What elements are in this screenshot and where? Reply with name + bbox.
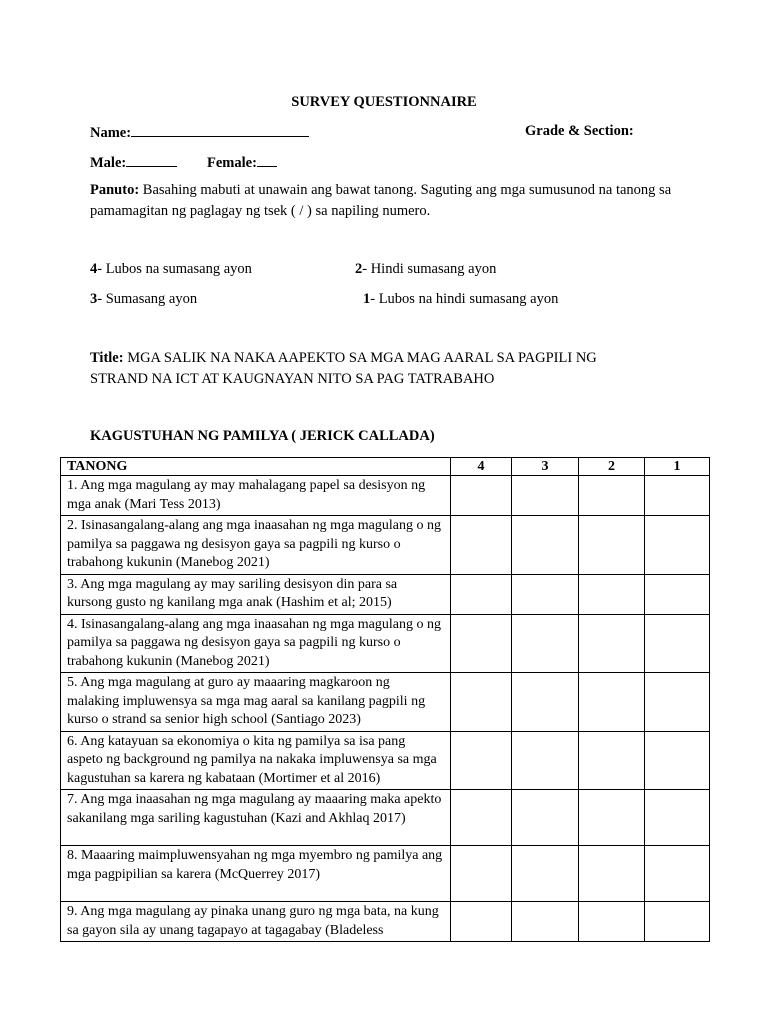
header-tanong: TANONG bbox=[61, 458, 451, 476]
grade-section-label: Grade & Section: bbox=[525, 123, 634, 139]
answer-cell-2[interactable] bbox=[579, 516, 645, 575]
answer-cell-1[interactable] bbox=[645, 574, 710, 614]
header-4: 4 bbox=[451, 458, 512, 476]
scale-text: - Lubos na hindi sumasang ayon bbox=[370, 291, 559, 307]
answer-cell-1[interactable] bbox=[645, 731, 710, 790]
header-3: 3 bbox=[512, 458, 579, 476]
study-title-text: MGA SALIK NA NAKA AAPEKTO SA MGA MAG AARAL SA PAGPILI NG STRAND NA ICT AT KAUGNAYAN NITO SA PAG TATRABAHO bbox=[90, 350, 597, 387]
scale-text: - Lubos na sumasang ayon bbox=[97, 261, 252, 277]
table-header-row bbox=[61, 458, 710, 476]
scale-item-3 bbox=[90, 291, 197, 308]
question-text: 8. Maaaring maimpluwensyahan ng mga myembro ng pamilya ang mga pagpipilian sa karera (McQuerrey 2017) bbox=[61, 846, 451, 902]
answer-cell-3[interactable] bbox=[512, 673, 579, 732]
table-row bbox=[61, 731, 710, 790]
question-text: 2. Isinasangalang-alang ang mga inaasahan ng mga magulang o ng pamilya sa paggawa ng desisyon gaya sa pagpili ng kurso o trabahong kukunin (Manebog 2021) bbox=[61, 516, 451, 575]
answer-cell-4[interactable] bbox=[451, 731, 512, 790]
header-2: 2 bbox=[579, 458, 645, 476]
answer-cell-4[interactable] bbox=[451, 516, 512, 575]
page-title: SURVEY QUESTIONNAIRE bbox=[291, 94, 477, 110]
answer-cell-3[interactable] bbox=[512, 516, 579, 575]
question-text: 1. Ang mga magulang ay may mahalagang papel sa desisyon ng mga anak (Mari Tess 2013) bbox=[61, 476, 451, 516]
question-text: 5. Ang mga magulang at guro ay maaaring magkaroon ng malaking impluwensya sa mga mag aaral sa kanilang pagpili ng kurso o strand sa senior high school (Santiago 2023) bbox=[61, 673, 451, 732]
table-row bbox=[61, 902, 710, 942]
answer-cell-1[interactable] bbox=[645, 902, 710, 942]
scale-item-2 bbox=[355, 261, 496, 278]
answer-cell-2[interactable] bbox=[579, 846, 645, 902]
answer-cell-2[interactable] bbox=[579, 790, 645, 846]
answer-cell-4[interactable] bbox=[451, 846, 512, 902]
instructions bbox=[90, 180, 710, 222]
name-field bbox=[90, 123, 309, 142]
answer-cell-1[interactable] bbox=[645, 790, 710, 846]
header-1: 1 bbox=[645, 458, 710, 476]
answer-cell-1[interactable] bbox=[645, 673, 710, 732]
table-row bbox=[61, 516, 710, 575]
answer-cell-2[interactable] bbox=[579, 902, 645, 942]
answer-cell-3[interactable] bbox=[512, 790, 579, 846]
scale-number: 3 bbox=[90, 291, 98, 307]
answer-cell-4[interactable] bbox=[451, 614, 512, 673]
study-title bbox=[90, 348, 650, 390]
scale-number: 4 bbox=[90, 261, 98, 277]
male-blank bbox=[126, 153, 177, 167]
name-blank bbox=[131, 123, 309, 137]
answer-cell-1[interactable] bbox=[645, 614, 710, 673]
instructions-label: Panuto: bbox=[90, 182, 140, 198]
question-text: 7. Ang mga inaasahan ng mga magulang ay maaaring maka apekto sakanilang mga sariling kagustuhan (Kazi and Akhlaq 2017) bbox=[61, 790, 451, 846]
answer-cell-2[interactable] bbox=[579, 673, 645, 732]
scale-item-4 bbox=[90, 261, 252, 278]
table-row bbox=[61, 790, 710, 846]
answer-cell-3[interactable] bbox=[512, 846, 579, 902]
answer-cell-3[interactable] bbox=[512, 476, 579, 516]
scale-item-1 bbox=[363, 291, 558, 308]
answer-cell-3[interactable] bbox=[512, 902, 579, 942]
answer-cell-1[interactable] bbox=[645, 846, 710, 902]
answer-cell-2[interactable] bbox=[579, 614, 645, 673]
answer-cell-4[interactable] bbox=[451, 902, 512, 942]
question-text: 6. Ang katayuan sa ekonomiya o kita ng pamilya sa isa pang aspeto ng background ng pamilya na nakaka impluwensya sa mga kagustuhan sa karera ng kabataan (Mortimer et al 2016) bbox=[61, 731, 451, 790]
question-text: 4. Isinasangalang-alang ang mga inaasahan ng mga magulang o ng pamilya sa paggawa ng desisyon gaya sa pagpili ng kurso o trabahong kukunin (Manebog 2021) bbox=[61, 614, 451, 673]
table-row bbox=[61, 476, 710, 516]
table-row bbox=[61, 614, 710, 673]
scale-number: 1 bbox=[363, 291, 371, 307]
question-text: 9. Ang mga magulang ay pinaka unang guro ng mga bata, na kung sa gayon sila ay unang tagapayo at tagagabay (Bladeless bbox=[61, 902, 451, 942]
answer-cell-4[interactable] bbox=[451, 476, 512, 516]
answer-cell-4[interactable] bbox=[451, 574, 512, 614]
answer-cell-1[interactable] bbox=[645, 516, 710, 575]
table-row bbox=[61, 846, 710, 902]
female-blank bbox=[257, 153, 277, 167]
section-heading: KAGUSTUHAN NG PAMILYA ( JERICK CALLADA) bbox=[90, 428, 435, 444]
scale-text: - Sumasang ayon bbox=[97, 291, 198, 307]
instructions-text: Basahing mabuti at unawain ang bawat tanong. Saguting ang mga sumusunod na tanong sa pamamagitan ng paglagay ng tsek ( / ) sa napiling numero. bbox=[90, 182, 672, 219]
survey-table bbox=[60, 457, 710, 942]
scale-text: - Hindi sumasang ayon bbox=[362, 261, 497, 277]
table-row bbox=[61, 574, 710, 614]
answer-cell-2[interactable] bbox=[579, 574, 645, 614]
question-text: 3. Ang mga magulang ay may sariling desisyon din para sa kursong gusto ng kanilang mga anak (Hashim et al; 2015) bbox=[61, 574, 451, 614]
answer-cell-3[interactable] bbox=[512, 731, 579, 790]
name-label: Name: bbox=[90, 125, 132, 141]
answer-cell-2[interactable] bbox=[579, 476, 645, 516]
study-title-label: Title: bbox=[90, 350, 124, 366]
male-label: Male: bbox=[90, 155, 127, 171]
answer-cell-4[interactable] bbox=[451, 790, 512, 846]
answer-cell-4[interactable] bbox=[451, 673, 512, 732]
female-label: Female: bbox=[207, 155, 257, 171]
answer-cell-2[interactable] bbox=[579, 731, 645, 790]
table-row bbox=[61, 673, 710, 732]
answer-cell-3[interactable] bbox=[512, 574, 579, 614]
answer-cell-1[interactable] bbox=[645, 476, 710, 516]
female-field bbox=[207, 153, 277, 172]
answer-cell-3[interactable] bbox=[512, 614, 579, 673]
male-field bbox=[90, 153, 177, 172]
scale-number: 2 bbox=[355, 261, 363, 277]
